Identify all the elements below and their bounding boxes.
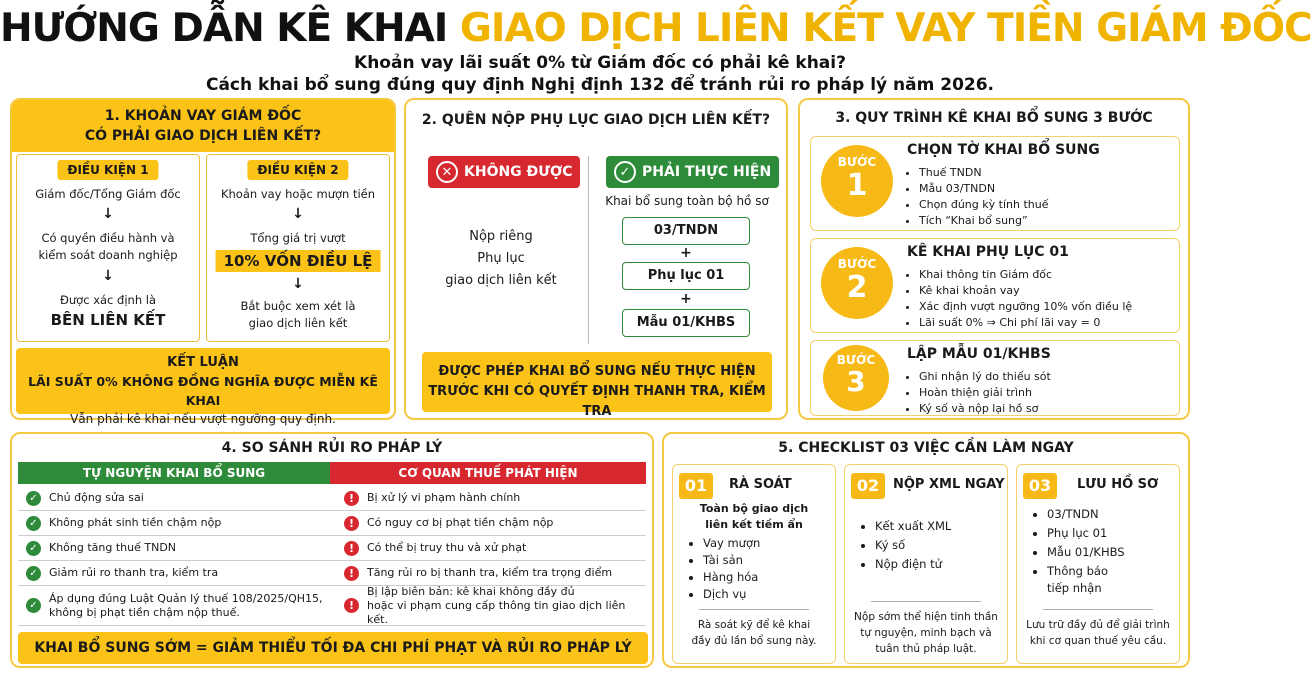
step-2-circle xyxy=(821,247,893,319)
voluntary-row xyxy=(18,561,330,586)
conclusion-label: KẾT LUẬN xyxy=(167,355,239,370)
card-note-1: Nộp sớm thể hiện tinh thần xyxy=(854,611,998,623)
list-item: • Hàng hóa xyxy=(703,569,760,586)
title-dark: HƯỚNG DẪN KÊ KHAI xyxy=(0,6,448,51)
step-number: 3 xyxy=(846,365,866,398)
checklist-card-3 xyxy=(1016,464,1180,664)
list-item: • Mẫu 03/TNDN xyxy=(919,181,1048,197)
conclusion-main: LÃI SUẤT 0% KHÔNG ĐỒNG NGHĨA ĐƯỢC MIỄN KÊ KHAI xyxy=(28,374,378,408)
voluntary-row-text: Chủ động sửa sai xyxy=(49,491,144,504)
card-2-list xyxy=(875,517,951,574)
left-line-1: Nộp riêng xyxy=(469,229,533,244)
step-number: 2 xyxy=(846,270,868,305)
allowed-note xyxy=(422,352,772,419)
tax-authority-row xyxy=(330,561,646,586)
panel3-title: 3. QUY TRÌNH KÊ KHAI BỔ SUNG 3 BƯỚC xyxy=(835,110,1153,126)
tax-authority-row-text: Bị lập biên bản: kê khai không đầy đủ hoặc vi phạm cung cấp thông tin giao dịch liên kết. xyxy=(367,584,626,626)
list-item: • Kết xuất XML xyxy=(875,517,951,536)
voluntary-row xyxy=(18,586,330,626)
step-word: BƯỚC xyxy=(837,155,877,169)
panel1-header xyxy=(12,100,394,152)
list-item: • Ký số xyxy=(875,536,951,555)
panel-forgot-appendix xyxy=(404,98,788,420)
cond1-text-3: Được xác định là xyxy=(59,293,156,307)
plus-icon: + xyxy=(680,245,692,261)
voluntary-row-text: Áp dụng đúng Luật Quản lý thuế 108/2025/QH15, không bị phạt tiền chậm nộp thuế. xyxy=(49,591,323,619)
checklist-card-2 xyxy=(844,464,1008,664)
x-circle-icon: ✕ xyxy=(436,161,458,183)
card-3-list xyxy=(1047,505,1125,581)
list-item: • Mẫu 01/KHBS xyxy=(1047,543,1125,562)
list-item: • Phụ lục 01 xyxy=(1047,524,1125,543)
panel-director-loan xyxy=(10,98,396,426)
allowed-line-2: TRƯỚC KHI CÓ QUYẾT ĐỊNH THANH TRA, KIỂM TRA xyxy=(428,384,766,419)
check-circle-icon: ✓ xyxy=(26,516,41,531)
list-item: • Tài sản xyxy=(703,552,760,569)
list-item: • Ký số và nộp lại hồ sơ xyxy=(919,401,1051,417)
cond2-text-3a: Bắt buộc xem xét là xyxy=(240,299,356,313)
divider xyxy=(871,601,981,602)
voluntary-row xyxy=(18,536,330,561)
step-3-circle xyxy=(823,345,889,411)
card-sub-2: liên kết tiềm ẩn xyxy=(705,518,803,531)
card-number: 01 xyxy=(679,473,713,499)
checklist-card-1 xyxy=(672,464,836,664)
panel-risk-compare xyxy=(10,432,654,668)
panel5-title: 5. CHECKLIST 03 VIỆC CẦN LÀM NGAY xyxy=(778,440,1074,456)
step-1-circle xyxy=(821,145,893,217)
list-item: • Nộp điện tử xyxy=(875,555,951,574)
voluntary-row-text: Không tăng thuế TNDN xyxy=(49,541,177,554)
allowed-line-1: ĐƯỢC PHÉP KHAI BỔ SUNG NẾU THỰC HIỆN xyxy=(438,364,756,379)
arrow-down-icon: ↓ xyxy=(292,206,304,222)
risk-bottom-note: KHAI BỔ SUNG SỚM = GIẢM THIỂU TỐI ĐA CHI PHÍ PHẠT VÀ RỦI RO PHÁP LÝ xyxy=(18,632,648,664)
plus-icon: + xyxy=(680,291,692,307)
divider xyxy=(588,156,589,344)
tax-authority-row-text: Có thể bị truy thu và xử phạt xyxy=(367,541,527,554)
condition-1-tag: ĐIỀU KIỆN 1 xyxy=(57,160,158,180)
arrow-down-icon: ↓ xyxy=(102,268,114,284)
left-line-2: Phụ lục xyxy=(477,251,525,266)
conclusion-note: Vẫn phải kê khai nếu vượt ngưỡng quy định. xyxy=(70,412,336,426)
card-1-list xyxy=(703,535,760,603)
tax-authority-row xyxy=(330,536,646,561)
voluntary-row-text: Giảm rủi ro thanh tra, kiểm tra xyxy=(49,566,219,579)
card-note-1: Rà soát kỹ để kê khai xyxy=(697,619,811,631)
arrow-down-icon: ↓ xyxy=(102,206,114,222)
step-1-title: CHỌN TỜ KHAI BỔ SUNG xyxy=(907,142,1100,158)
card-note-2: đầy đủ lần bổ sung này. xyxy=(691,635,817,647)
not-allowed-badge xyxy=(428,156,580,188)
card-title: NỘP XML NGAY xyxy=(893,477,1005,492)
cond2-threshold: 10% VỐN ĐIỀU LỆ xyxy=(216,250,381,272)
card-title: LƯU HỒ SƠ xyxy=(1077,477,1159,492)
doc-form-01-khbs: Mẫu 01/KHBS xyxy=(622,309,750,337)
step-1-list xyxy=(919,165,1048,229)
list-item: • Vay mượn xyxy=(703,535,760,552)
card-sub-1: Toàn bộ giao dịch xyxy=(699,502,809,515)
cond1-related-party: BÊN LIÊN KẾT xyxy=(50,311,166,329)
subtitle-1: Khoản vay lãi suất 0% từ Giám đốc có phải kê khai? xyxy=(354,53,846,73)
panel-three-steps xyxy=(798,98,1190,420)
list-item: • Chọn đúng kỳ tính thuế xyxy=(919,197,1048,213)
panel-checklist xyxy=(662,432,1190,668)
card-number: 03 xyxy=(1023,473,1057,499)
doc-03-tndn: 03/TNDN xyxy=(622,217,750,245)
tax-authority-row-text: Tăng rủi ro bị thanh tra, kiểm tra trọng điểm xyxy=(367,566,613,579)
voluntary-header: TỰ NGUYỆN KHAI BỔ SUNG xyxy=(18,462,330,484)
step-1 xyxy=(810,136,1180,231)
step-word: BƯỚC xyxy=(837,257,877,271)
tax-authority-row xyxy=(330,486,646,511)
list-item-continued: tiếp nhận xyxy=(1047,581,1102,595)
list-item: • Xác định vượt ngưỡng 10% vốn điều lệ xyxy=(919,299,1132,315)
step-3 xyxy=(810,340,1180,416)
warning-icon: ! xyxy=(344,566,359,581)
condition-2-tag: ĐIỀU KIỆN 2 xyxy=(247,160,348,180)
card-title: RÀ SOÁT xyxy=(729,477,792,492)
list-item: • Ghi nhận lý do thiếu sót xyxy=(919,369,1051,385)
title-gold: GIAO DỊCH LIÊN KẾT VAY TIỀN GIÁM ĐỐC xyxy=(459,6,1312,51)
cond1-text-2b: kiểm soát doanh nghiệp xyxy=(38,248,178,262)
right-caption: Khai bổ sung toàn bộ hồ sơ xyxy=(605,194,769,208)
warning-icon: ! xyxy=(344,491,359,506)
check-circle-icon: ✓ xyxy=(26,598,41,613)
voluntary-row-text: Không phát sinh tiền chậm nộp xyxy=(49,516,222,529)
tax-authority-header: CƠ QUAN THUẾ PHÁT HIỆN xyxy=(330,462,646,484)
warning-icon: ! xyxy=(344,598,359,613)
step-2-list xyxy=(919,267,1132,331)
page-title xyxy=(0,6,1312,52)
card-note-2: khi cơ quan thuế yêu cầu. xyxy=(1029,635,1167,647)
cond1-text-1: Giám đốc/Tổng Giám đốc xyxy=(35,187,181,201)
panel4-title: 4. SO SÁNH RỦI RO PHÁP LÝ xyxy=(221,440,443,456)
step-2-title: KÊ KHAI PHỤ LỤC 01 xyxy=(907,244,1069,260)
step-number: 1 xyxy=(846,168,868,203)
card-note-2: tự nguyện, minh bạch và xyxy=(860,627,992,639)
tax-authority-row-text: Bị xử lý vi phạm hành chính xyxy=(367,491,521,504)
panel2-title: 2. QUÊN NỘP PHỤ LỤC GIAO DỊCH LIÊN KẾT? xyxy=(421,112,771,128)
check-circle-icon: ✓ xyxy=(26,541,41,556)
cond2-text-2: Tổng giá trị vượt xyxy=(250,231,346,245)
warning-icon: ! xyxy=(344,516,359,531)
list-item: • Khai thông tin Giám đốc xyxy=(919,267,1132,283)
voluntary-row xyxy=(18,511,330,536)
check-circle-icon: ✓ xyxy=(614,161,636,183)
step-word: BƯỚC xyxy=(836,353,876,367)
arrow-down-icon: ↓ xyxy=(292,276,304,292)
panel1-title-2: CÓ PHẢI GIAO DỊCH LIÊN KẾT? xyxy=(84,128,322,144)
warning-icon: ! xyxy=(344,541,359,556)
list-item: • Lãi suất 0% ⇒ Chi phí lãi vay = 0 xyxy=(919,315,1132,331)
tax-authority-row xyxy=(330,511,646,536)
divider xyxy=(699,609,809,610)
step-3-title: LẬP MẪU 01/KHBS xyxy=(907,346,1051,362)
list-item: • Kê khai khoản vay xyxy=(919,283,1132,299)
step-2 xyxy=(810,238,1180,333)
list-item: • Thông báo xyxy=(1047,562,1125,581)
conclusion-box xyxy=(16,348,390,426)
list-item: • Tích “Khai bổ sung” xyxy=(919,213,1048,229)
left-line-3: giao dịch liên kết xyxy=(445,273,557,288)
check-circle-icon: ✓ xyxy=(26,491,41,506)
tax-authority-row-text: Có nguy cơ bị phạt tiền chậm nộp xyxy=(367,516,554,529)
must-do-badge xyxy=(606,156,779,188)
list-item: • Hoàn thiện giải trình xyxy=(919,385,1051,401)
must-do-label: PHẢI THỰC HIỆN xyxy=(642,164,772,180)
divider xyxy=(1043,609,1153,610)
step-3-list xyxy=(919,369,1051,417)
check-circle-icon: ✓ xyxy=(26,566,41,581)
panel1-title-1: 1. KHOẢN VAY GIÁM ĐỐC xyxy=(104,108,302,124)
subtitle-2: Cách khai bổ sung đúng quy định Nghị định 132 để tránh rủi ro pháp lý năm 2026. xyxy=(205,75,995,95)
list-item: • Dịch vụ xyxy=(703,586,760,603)
cond2-text-1: Khoản vay hoặc mượn tiền xyxy=(220,187,376,201)
voluntary-row xyxy=(18,486,330,511)
not-allowed-label: KHÔNG ĐƯỢC xyxy=(464,164,573,180)
tax-authority-row xyxy=(330,586,646,626)
card-number: 02 xyxy=(851,473,885,499)
cond2-text-3b: giao dịch liên kết xyxy=(248,316,348,330)
list-item: • 03/TNDN xyxy=(1047,505,1125,524)
card-note-1: Lưu trữ đầy đủ để giải trình xyxy=(1026,619,1170,631)
cond1-text-2a: Có quyền điều hành và xyxy=(41,231,175,245)
doc-appendix-01: Phụ lục 01 xyxy=(622,262,750,290)
list-item: • Thuế TNDN xyxy=(919,165,1048,181)
card-note-3: tuân thủ pháp luật. xyxy=(875,643,977,655)
